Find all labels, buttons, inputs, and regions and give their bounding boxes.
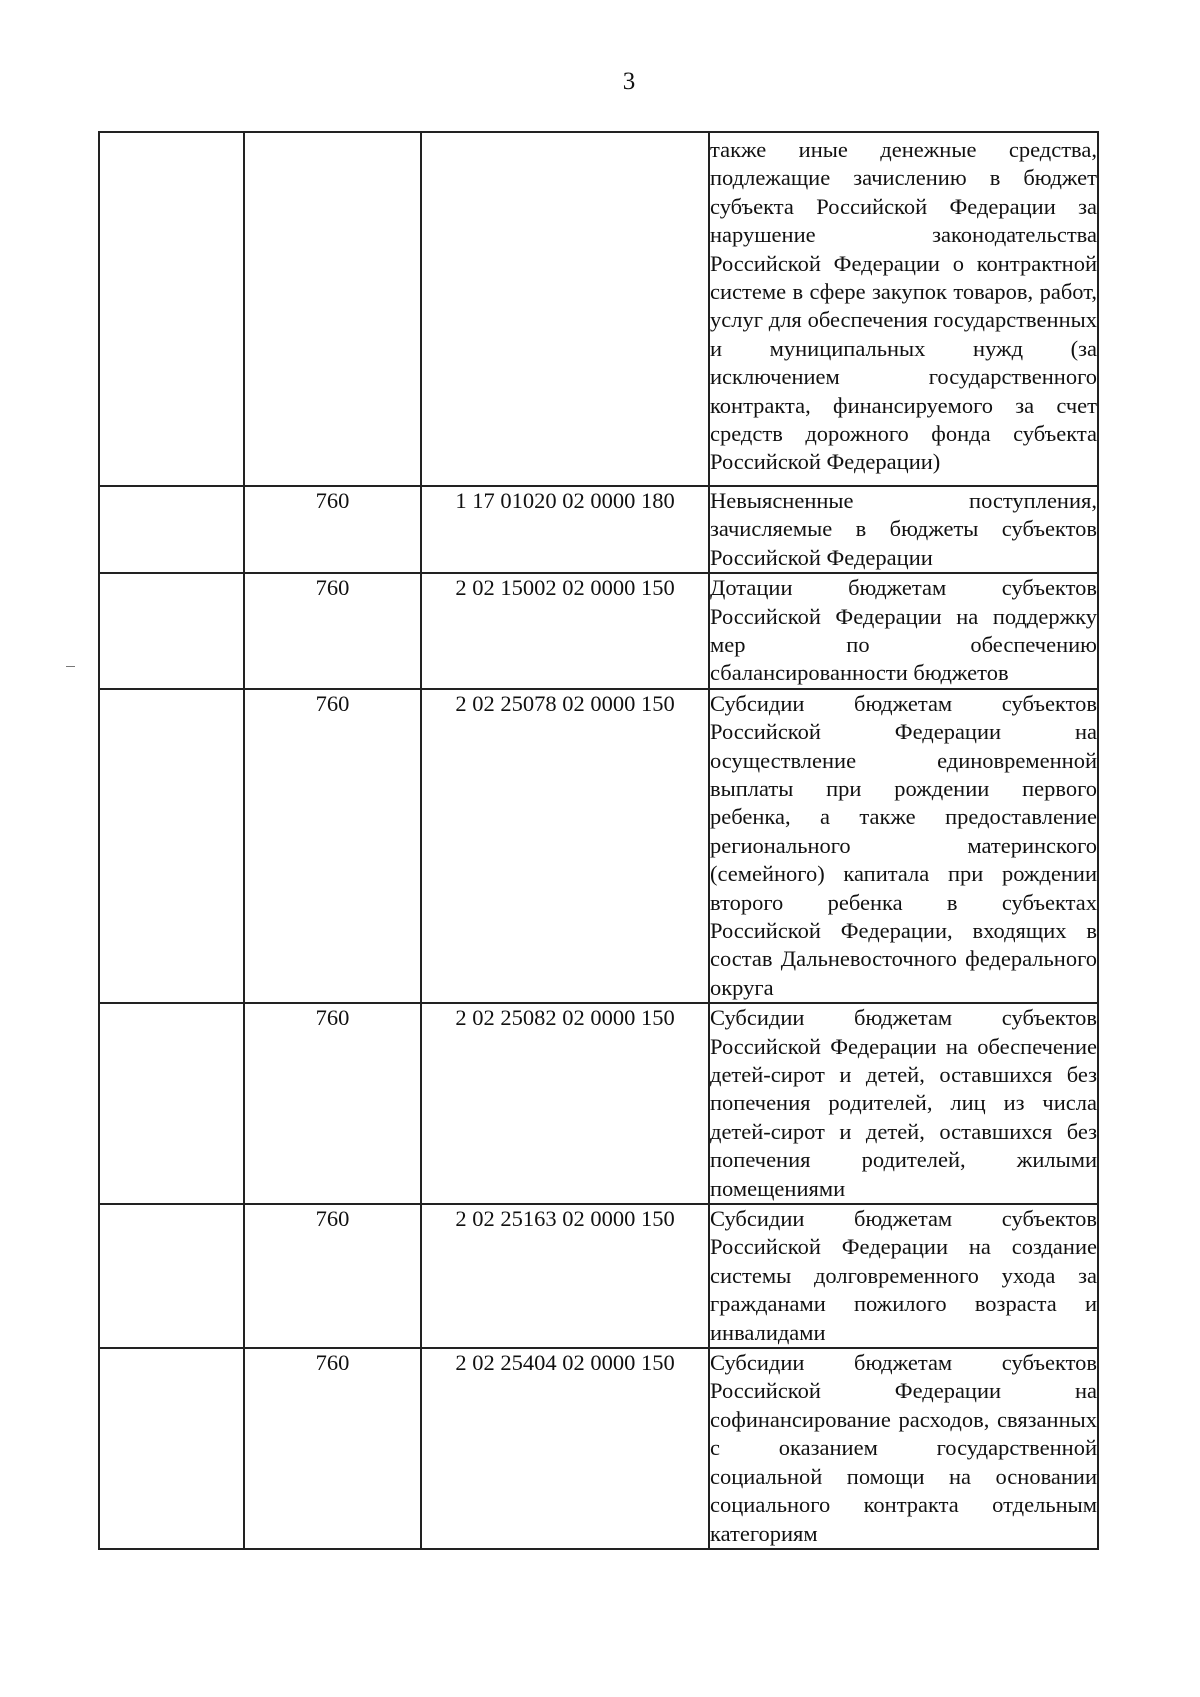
- revenue-description-cell: Субсидии бюджетам субъектов Российской Федерации на обеспечение детей-сирот и детей, оставшихся без попечения родителей, лиц из числа детей-сирот и детей, оставшихся без попечения родителей, жилыми помещениями: [709, 1003, 1098, 1204]
- administrator-code-cell: [244, 132, 421, 486]
- budget-classification-code-cell: 2 02 25404 02 0000 150: [421, 1348, 709, 1549]
- administrator-code-cell: 760: [244, 1204, 421, 1348]
- first-column-cell: [99, 1003, 244, 1204]
- budget-classification-code-cell: 2 02 25082 02 0000 150: [421, 1003, 709, 1204]
- first-column-cell: [99, 1348, 244, 1549]
- margin-mark: [66, 666, 75, 667]
- budget-classification-code-cell: 2 02 15002 02 0000 150: [421, 573, 709, 689]
- first-column-cell: [99, 486, 244, 573]
- first-column-cell: [99, 132, 244, 486]
- first-column-cell: [99, 1204, 244, 1348]
- budget-revenue-table: [98, 131, 1099, 1550]
- revenue-description-cell: Невыясненные поступления, зачисляемые в бюджеты субъектов Российской Федерации: [709, 486, 1098, 573]
- table-row: [99, 689, 1098, 1003]
- budget-classification-code-cell: 1 17 01020 02 0000 180: [421, 486, 709, 573]
- revenue-description-cell: также иные денежные средства, подлежащие зачислению в бюджет субъекта Российской Федерации за нарушение законодательства Российской Федерации о контрактной системе в сфере закупок товаров, работ, услуг для обеспечения государственных и муниципальных нужд (за исключением государственного контракта, финансируемого за счет средств дорожного фонда субъекта Российской Федерации): [709, 132, 1098, 486]
- budget-classification-code-cell: 2 02 25078 02 0000 150: [421, 689, 709, 1003]
- administrator-code-cell: 760: [244, 573, 421, 689]
- table-row: [99, 1348, 1098, 1549]
- budget-classification-code-cell: [421, 132, 709, 486]
- table-row: [99, 573, 1098, 689]
- first-column-cell: [99, 573, 244, 689]
- table-row: [99, 132, 1098, 486]
- administrator-code-cell: 760: [244, 1348, 421, 1549]
- table-row: [99, 1204, 1098, 1348]
- revenue-description-cell: Дотации бюджетам субъектов Российской Федерации на поддержку мер по обеспечению сбалансированности бюджетов: [709, 573, 1098, 689]
- revenue-description-cell: Субсидии бюджетам субъектов Российской Федерации на осуществление единовременной выплаты при рождении первого ребенка, а также предоставление регионального материнского (семейного) капитала при рождении второго ребенка в субъектах Российской Федерации, входящих в состав Дальневосточного федерального округа: [709, 689, 1098, 1003]
- administrator-code-cell: 760: [244, 486, 421, 573]
- revenue-description-cell: Субсидии бюджетам субъектов Российской Федерации на создание системы долговременного ухода за гражданами пожилого возраста и инвалидами: [709, 1204, 1098, 1348]
- page-number: 3: [622, 68, 636, 95]
- administrator-code-cell: 760: [244, 689, 421, 1003]
- first-column-cell: [99, 689, 244, 1003]
- table-row: [99, 1003, 1098, 1204]
- budget-classification-code-cell: 2 02 25163 02 0000 150: [421, 1204, 709, 1348]
- administrator-code-cell: 760: [244, 1003, 421, 1204]
- revenue-description-cell: Субсидии бюджетам субъектов Российской Федерации на софинансирование расходов, связанных с оказанием государственной социальной помощи на основании социального контракта отдельным категориям: [709, 1348, 1098, 1549]
- table-row: [99, 486, 1098, 573]
